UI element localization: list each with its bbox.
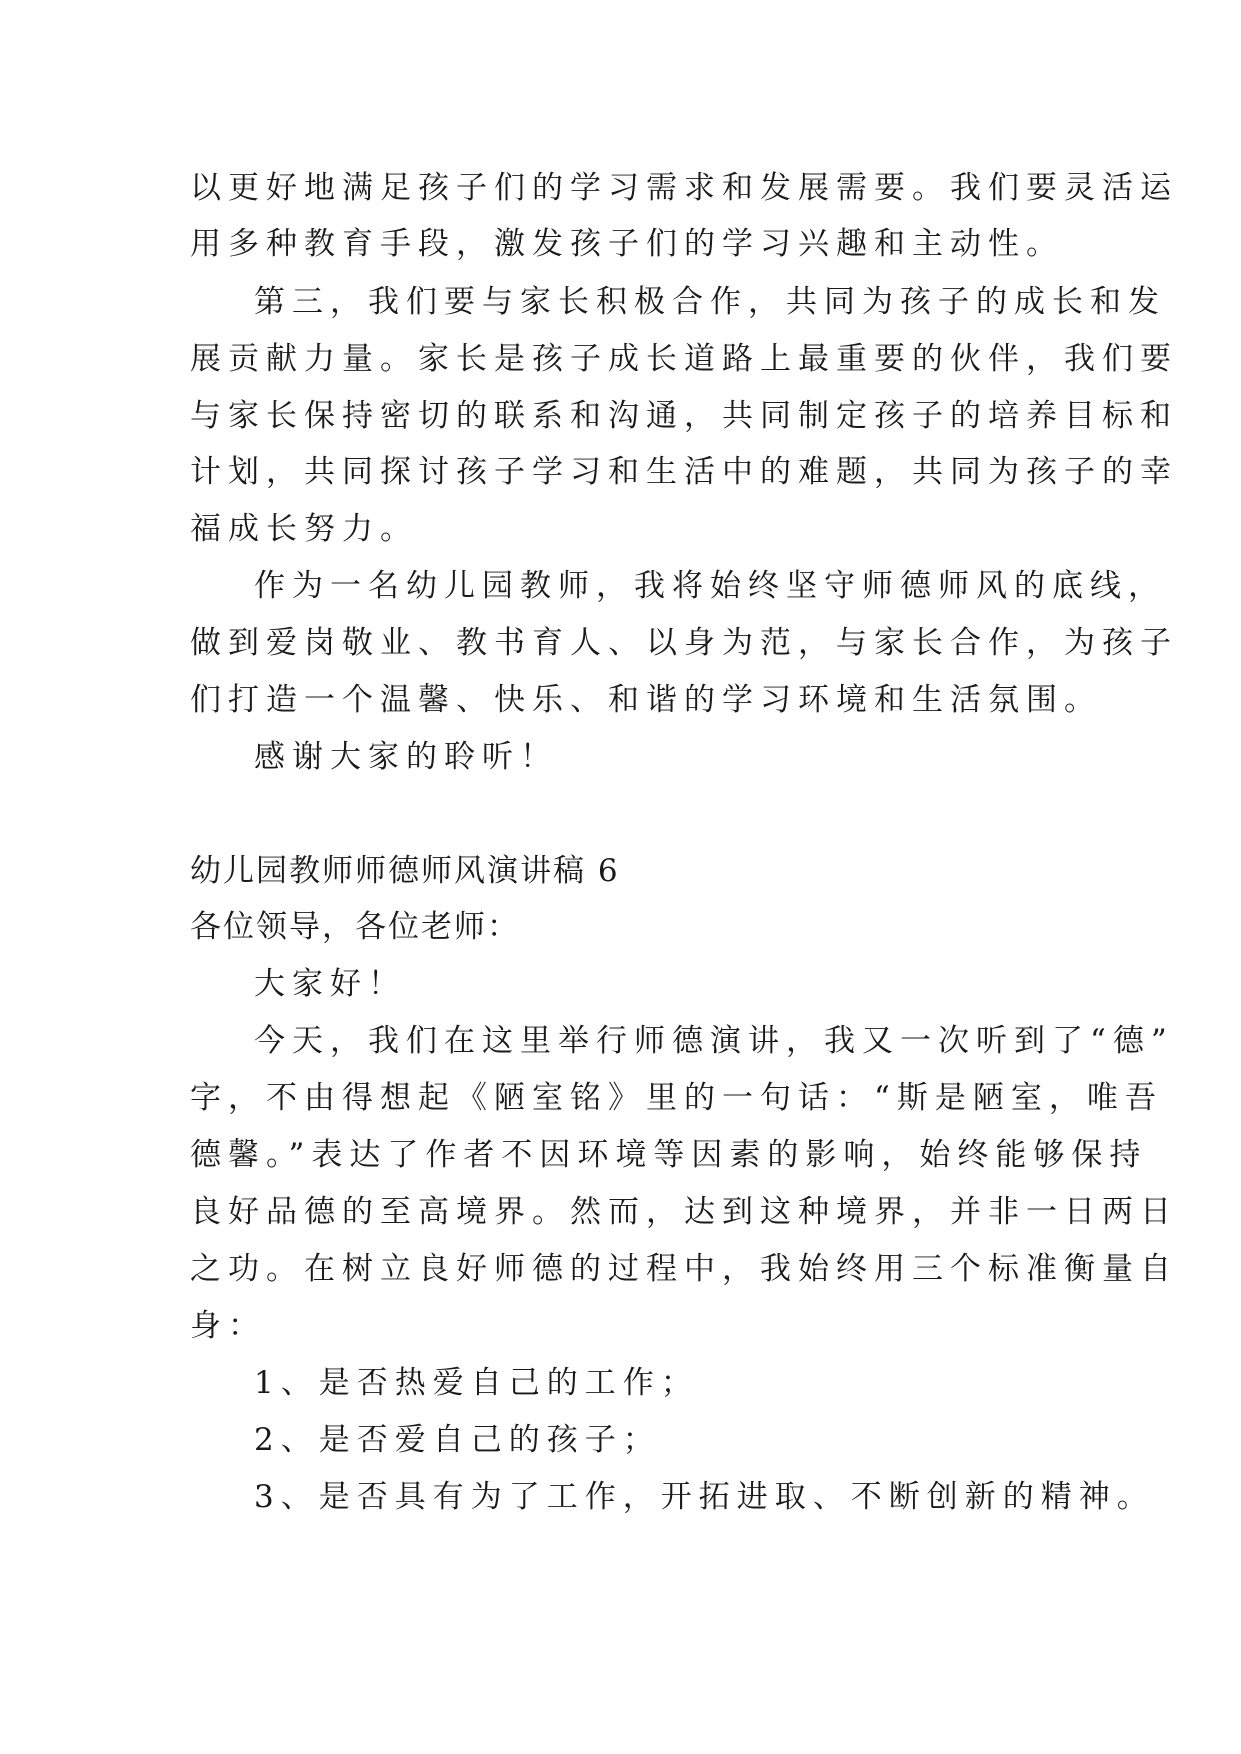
section-title: 幼儿园教师师德师风演讲稿 6 (190, 853, 620, 889)
body-text-line: 以更好地满足孩子们的学习需求和发展需要。我们要灵活运 (190, 170, 1178, 206)
body-text-line: 展贡献力量。家长是孩子成长道路上最重要的伙伴，我们要 (190, 341, 1178, 377)
body-text-line: 计划，共同探讨孩子学习和生活中的难题，共同为孩子的幸 (190, 454, 1178, 490)
body-text-line: 做到爱岗敬业、教书育人、以身为范，与家长合作，为孩子 (190, 625, 1178, 661)
body-text-line: 与家长保持密切的联系和沟通，共同制定孩子的培养目标和 (190, 398, 1178, 434)
list-item: 2、是否爱自己的孩子； (254, 1422, 661, 1458)
body-text-line: 字，不由得想起《陋室铭》里的一句话：“斯是陋室，唯吾 (190, 1080, 1163, 1116)
list-item: 1、是否热爱自己的工作； (254, 1365, 699, 1401)
paragraph-first-line: 作为一名幼儿园教师，我将始终坚守师德师风的底线， (254, 568, 1166, 604)
body-text-line: 德馨。”表达了作者不因环境等因素的影响，始终能够保持 (190, 1137, 1148, 1173)
paragraph-first-line: 第三，我们要与家长积极合作，共同为孩子的成长和发 (254, 284, 1166, 320)
paragraph-first-line: 今天，我们在这里举行师德演讲，我又一次听到了“德” (254, 1023, 1174, 1059)
body-text-line: 良好品德的至高境界。然而，达到这种境界，并非一日两日 (190, 1194, 1178, 1230)
closing-line: 感谢大家的聆听！ (254, 739, 558, 775)
list-item: 3、是否具有为了工作，开拓进取、不断创新的精神。 (254, 1479, 1155, 1515)
body-text-line: 福成长努力。 (190, 511, 418, 547)
greeting: 大家好！ (254, 966, 406, 1002)
salutation: 各位领导，各位老师： (190, 909, 520, 945)
body-text-line: 们打造一个温馨、快乐、和谐的学习环境和生活氛围。 (190, 682, 1102, 718)
body-text-line: 之功。在树立良好师德的过程中，我始终用三个标准衡量自 (190, 1251, 1178, 1287)
body-text-line: 身： (190, 1308, 266, 1344)
body-text-line: 用多种教育手段，激发孩子们的学习兴趣和主动性。 (190, 226, 1064, 262)
